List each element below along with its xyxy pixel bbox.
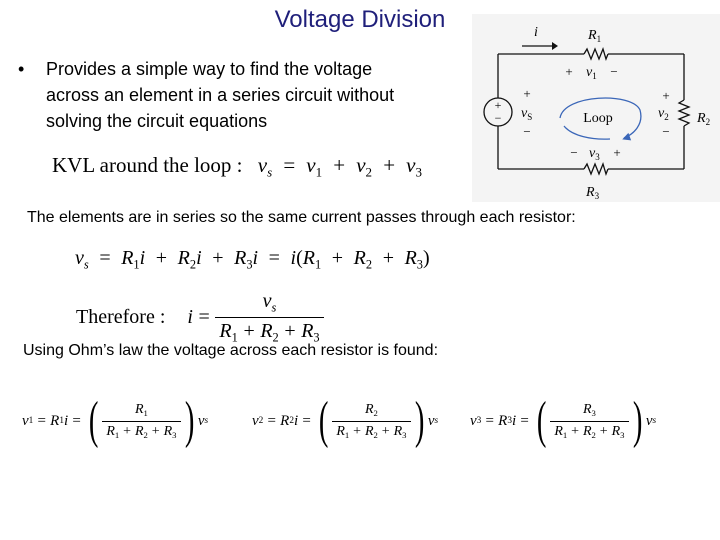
vd2-num-sub: 2 <box>373 408 378 419</box>
source-minus: − <box>494 111 502 125</box>
vd2-num: R <box>364 402 374 418</box>
vd3-dp1: + <box>571 423 580 439</box>
vd1-close-paren: ) <box>184 392 194 449</box>
eq1-i3: i <box>252 247 259 269</box>
eq1-r1-sub: 1 <box>133 257 140 272</box>
current-sum-equation <box>75 247 430 272</box>
kvl-v3: v <box>406 153 416 177</box>
bullet-icon: • <box>18 59 25 79</box>
vd1-v: v <box>22 412 29 429</box>
eq1-r2: R <box>177 247 190 269</box>
vd3-d1-sub: 1 <box>562 429 568 440</box>
vd3-eq: = <box>485 412 494 429</box>
current-label: i <box>534 25 538 40</box>
loop-label: Loop <box>583 111 613 126</box>
ohm-text: Using Ohm’s law the voltage across each resistor is found: <box>23 342 439 359</box>
current-numerator <box>259 290 281 317</box>
eq1-p2: + <box>212 247 224 269</box>
vd3-v-sub: 3 <box>476 416 482 426</box>
voltage-division-1 <box>22 392 209 449</box>
vd1-num-sub: 1 <box>143 408 148 419</box>
v3-label: $v_3$ <box>589 146 600 162</box>
source-plus: + <box>494 98 502 112</box>
therefore-d3-sub: 3 <box>313 330 320 345</box>
vs-plus: + <box>523 86 531 101</box>
vd1-eq2: = <box>72 412 81 429</box>
vd3-out-sub: s <box>652 416 657 426</box>
v2-label: $v_2$ <box>658 106 669 122</box>
eq1-r3-sub: 3 <box>246 257 253 272</box>
vd3-v: v <box>470 412 477 429</box>
vd2-i: i <box>294 412 299 429</box>
series-circuit-diagram <box>472 14 720 202</box>
vd2-out-sub: s <box>434 416 439 426</box>
vd1-d2: R <box>134 423 144 439</box>
kvl-eq: = <box>283 153 296 177</box>
eq1-eq2: = <box>268 247 280 269</box>
vd2-open-paren: ( <box>318 392 329 449</box>
r2-label: $R_2$ <box>697 111 711 127</box>
vd3-d2-sub: 2 <box>591 429 596 440</box>
vd1-out-sub: s <box>204 416 209 426</box>
vd1-i: i <box>64 412 69 429</box>
eq1-pr3: R <box>404 247 417 269</box>
vd2-eq: = <box>267 412 276 429</box>
v1-label: $v_1$ <box>586 65 597 81</box>
kvl-equation <box>52 153 422 181</box>
vd2-d3-sub: 3 <box>402 429 407 440</box>
eq1-open-paren: ( <box>296 247 303 269</box>
vd2-fraction <box>332 402 410 439</box>
vd1-d2-sub: 2 <box>143 429 148 440</box>
v2-minus: − <box>662 124 670 139</box>
vd1-r-sub: 1 <box>59 416 64 426</box>
vd1-d1-sub: 1 <box>114 429 120 440</box>
eq1-pp1: + <box>331 247 344 269</box>
vd3-d3-sub: 3 <box>620 429 625 440</box>
v1-minus: − <box>610 64 618 79</box>
vd2-d2-sub: 2 <box>373 429 378 440</box>
kvl-v1: v <box>306 153 316 177</box>
vd1-open-paren: ( <box>88 392 99 449</box>
v3-plus: + <box>613 145 621 160</box>
therefore-d2: R <box>260 320 273 343</box>
current-fraction <box>215 290 323 346</box>
eq1-close-paren: ) <box>422 247 430 269</box>
vd3-open-paren: ( <box>536 392 547 449</box>
kvl-plus2: + <box>383 153 396 177</box>
vd2-close-paren: ) <box>414 392 424 449</box>
v3-minus: − <box>570 145 578 160</box>
r3-label: $R_3$ <box>586 185 600 201</box>
vd3-eq2: = <box>520 412 529 429</box>
vd1-dp2: + <box>151 423 160 439</box>
slide-title-text: Voltage Division <box>274 6 446 33</box>
vd3-denominator <box>550 421 628 440</box>
therefore-eq: = <box>198 306 210 329</box>
vd3-r: R <box>498 412 508 429</box>
vd2-d1-sub: 1 <box>344 429 350 440</box>
vd1-d1: R <box>106 423 115 439</box>
therefore-label: Therefore : <box>76 306 166 329</box>
series-text: The elements are in series so the same current passes through each resistor: <box>27 209 576 226</box>
kvl-v1-sub: 1 <box>315 164 323 180</box>
vd3-close-paren: ) <box>632 392 642 449</box>
vd2-d1: R <box>336 423 345 439</box>
eq1-r1: R <box>121 247 134 269</box>
kvl-vs-sub: s <box>267 164 273 180</box>
therefore-num-sub: s <box>271 300 277 315</box>
therefore-dp1: + <box>243 320 255 343</box>
vd1-fraction <box>102 402 180 439</box>
voltage-division-2 <box>252 392 439 449</box>
vd2-d2: R <box>364 423 374 439</box>
kvl-v2-sub: 2 <box>365 164 373 180</box>
bullet-text: Provides a simple way to find the voltage across an element in a series circuit without solving the circuit equations <box>46 59 395 131</box>
vd2-d3: R <box>393 423 403 439</box>
therefore-d1: R <box>219 320 232 343</box>
vd2-eq2: = <box>302 412 311 429</box>
kvl-label: KVL around the loop : <box>52 153 243 177</box>
kvl-v3-sub: 3 <box>415 164 422 180</box>
eq1-r3: R <box>234 247 247 269</box>
vd3-d2: R <box>582 423 592 439</box>
vd2-dp1: + <box>353 423 362 439</box>
vd1-num: R <box>134 402 144 418</box>
therefore-i: i <box>187 306 193 329</box>
vd2-denominator <box>332 421 410 440</box>
kvl-v2: v <box>356 153 366 177</box>
vd3-fraction <box>550 402 628 439</box>
therefore-d3: R <box>301 320 314 343</box>
vd2-r-sub: 2 <box>289 416 294 426</box>
vd1-d3-sub: 3 <box>172 429 177 440</box>
vd2-dp2: + <box>381 423 390 439</box>
eq1-pr1: R <box>302 247 315 269</box>
vd2-v-sub: 2 <box>258 416 264 426</box>
vd1-d3: R <box>163 423 173 439</box>
eq1-vs: v <box>75 247 84 269</box>
eq1-eq: = <box>99 247 111 269</box>
therefore-dp2: + <box>284 320 296 343</box>
vd2-numerator <box>361 402 382 420</box>
eq1-i1: i <box>139 247 146 269</box>
vd2-out: v <box>427 412 435 429</box>
vd3-i: i <box>512 412 517 429</box>
eq1-pr2-sub: 2 <box>365 257 373 272</box>
eq1-vs-sub: s <box>83 257 89 272</box>
eq1-pp2: + <box>382 247 394 269</box>
eq1-p1: + <box>155 247 168 269</box>
vd3-num: R <box>582 402 592 418</box>
vd1-r: R <box>50 412 60 429</box>
eq1-i: i <box>290 247 297 269</box>
vd1-denominator <box>102 421 180 440</box>
eq1-pr2: R <box>353 247 366 269</box>
vs-label: $v_S$ <box>521 106 533 122</box>
vd2-r: R <box>280 412 290 429</box>
vd1-eq: = <box>37 412 46 429</box>
vd3-d3: R <box>611 423 621 439</box>
vd2-v: v <box>252 412 259 429</box>
eq1-pr1-sub: 1 <box>315 257 322 272</box>
vd1-dp1: + <box>123 423 132 439</box>
vd1-numerator <box>131 402 152 420</box>
vd3-dp2: + <box>599 423 608 439</box>
kvl-plus1: + <box>333 153 346 177</box>
therefore-d2-sub: 2 <box>272 330 279 345</box>
vd1-out: v <box>197 412 205 429</box>
v2-plus: + <box>662 88 670 103</box>
therefore-num: v <box>262 290 272 312</box>
current-equation <box>76 290 324 346</box>
eq1-pr3-sub: 3 <box>416 257 423 272</box>
kvl-vs: v <box>257 153 268 177</box>
vd3-numerator <box>579 402 600 420</box>
eq1-r2-sub: 2 <box>189 257 197 272</box>
vd3-d1: R <box>554 423 563 439</box>
therefore-d1-sub: 1 <box>231 330 238 345</box>
voltage-division-3 <box>470 392 657 449</box>
vd3-num-sub: 3 <box>591 408 596 419</box>
vs-minus: − <box>523 124 531 139</box>
v1-plus: + <box>565 64 573 79</box>
r1-label: $R_1$ <box>588 28 602 44</box>
vd3-r-sub: 3 <box>507 416 512 426</box>
vd3-out: v <box>645 412 653 429</box>
vd1-v-sub: 1 <box>28 416 34 426</box>
eq1-i2: i <box>196 247 202 269</box>
